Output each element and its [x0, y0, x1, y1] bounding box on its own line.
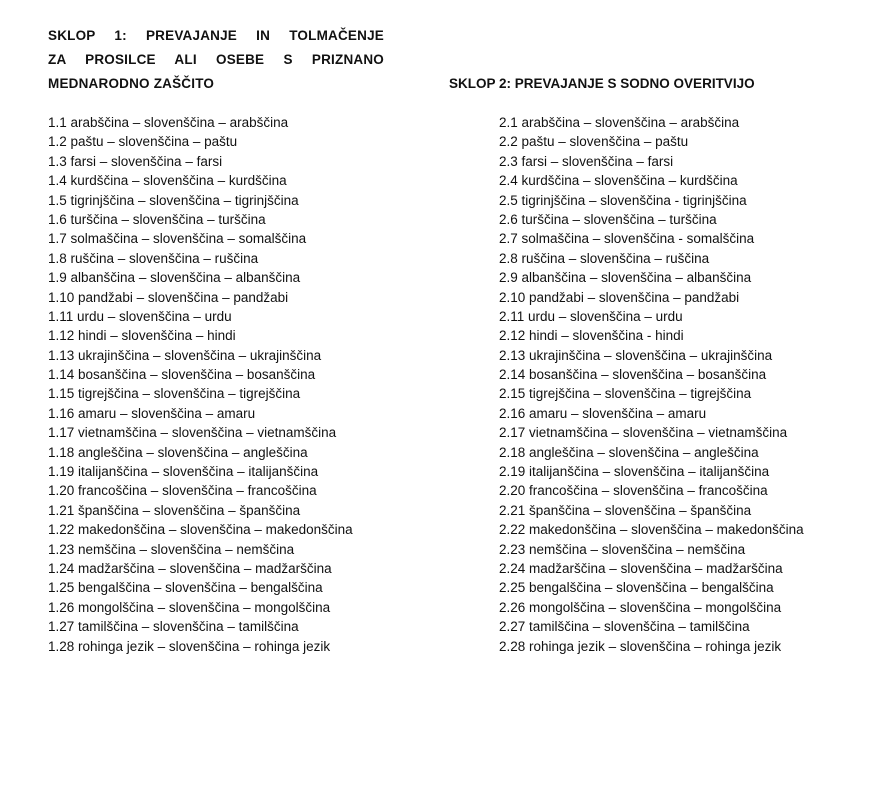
language-pair-item: 2.28 rohinga jezik – slovenščina – rohinga jezik [499, 638, 782, 654]
language-pair-item: 1.28 rohinga jezik – slovenščina – rohinga jezik [48, 638, 331, 654]
language-pair-item: 1.19 italijanščina – slovenščina – italijanščina [48, 464, 319, 480]
language-pair-item: 2.10 pandžabi – slovenščina – pandžabi [499, 289, 740, 305]
language-pair-item: 1.7 solmaščina – slovenščina – somalščina [48, 231, 307, 247]
language-pair-item: 1.16 amaru – slovenščina – amaru [48, 405, 256, 421]
language-pair-item: 1.18 angleščina – slovenščina – angleščina [48, 444, 308, 460]
language-pair-item: 2.8 ruščina – slovenščina – ruščina [499, 250, 710, 266]
language-pair-item: 2.21 španščina – slovenščina – španščina [499, 502, 752, 518]
lot-1-language-list [48, 113, 353, 656]
language-pair-item: 1.6 turščina – slovenščina – turščina [48, 211, 266, 227]
language-pair-item: 2.5 tigrinjščina – slovenščina - tigrinjščina [499, 192, 747, 208]
language-pair-item: 2.26 mongolščina – slovenščina – mongolščina [499, 599, 782, 615]
language-pair-item: 2.16 amaru – slovenščina – amaru [499, 405, 707, 421]
language-pair-item: 1.17 vietnamščina – slovenščina – vietnamščina [48, 425, 337, 441]
language-pair-item: 2.6 turščina – slovenščina – turščina [499, 211, 717, 227]
language-pair-item: 1.5 tigrinjščina – slovenščina – tigrinjščina [48, 192, 299, 208]
language-pair-item: 1.8 ruščina – slovenščina – ruščina [48, 250, 259, 266]
language-pair-item: 1.25 bengalščina – slovenščina – bengalščina [48, 580, 323, 596]
language-pair-item: 2.19 italijanščina – slovenščina – italijanščina [499, 464, 770, 480]
language-pair-item: 2.3 farsi – slovenščina – farsi [499, 153, 674, 169]
language-pair-item: 1.20 francoščina – slovenščina – francoščina [48, 483, 317, 499]
language-pair-item: 2.4 kurdščina – slovenščina – kurdščina [499, 173, 738, 189]
language-pair-item: 2.2 paštu – slovenščina – paštu [499, 134, 689, 150]
language-pair-item: 1.23 nemščina – slovenščina – nemščina [48, 541, 295, 557]
language-pair-item: 1.22 makedonščina – slovenščina – makedonščina [48, 522, 353, 538]
language-pair-item: 2.24 madžarščina – slovenščina – madžarščina [499, 560, 783, 576]
language-pair-item: 1.9 albanščina – slovenščina – albanščina [48, 270, 301, 286]
language-pair-item: 2.25 bengalščina – slovenščina – bengalščina [499, 580, 774, 596]
language-pair-item: 1.11 urdu – slovenščina – urdu [48, 308, 232, 324]
language-pair-item: 2.15 tigrejščina – slovenščina – tigrejščina [499, 386, 752, 402]
language-pair-item: 2.20 francoščina – slovenščina – francoščina [499, 483, 768, 499]
language-pair-item: 1.26 mongolščina – slovenščina – mongolščina [48, 599, 331, 615]
lot-1-heading-line: SKLOP 1: PREVAJANJE IN TOLMAČENJE [48, 28, 384, 43]
language-pair-item: 2.9 albanščina – slovenščina – albanščina [499, 270, 752, 286]
language-pair-item: 1.14 bosanščina – slovenščina – bosanščina [48, 367, 316, 383]
lot-2-language-list [499, 113, 804, 656]
language-pair-item: 2.7 solmaščina – slovenščina - somalščina [499, 231, 755, 247]
language-pair-item: 1.4 kurdščina – slovenščina – kurdščina [48, 173, 287, 189]
lot-1-heading-line: ZA PROSILCE ALI OSEBE S PRIZNANO [48, 52, 384, 67]
language-pair-item: 2.12 hindi – slovenščina - hindi [499, 328, 684, 344]
language-pair-item: 1.10 pandžabi – slovenščina – pandžabi [48, 289, 289, 305]
language-pair-item: 2.11 urdu – slovenščina – urdu [499, 308, 683, 324]
language-pair-item: 1.27 tamilščina – slovenščina – tamilščina [48, 619, 299, 635]
lot-2-heading: SKLOP 2: PREVAJANJE S SODNO OVERITVIJO [449, 76, 755, 91]
language-pair-item: 1.13 ukrajinščina – slovenščina – ukrajinščina [48, 347, 322, 363]
lot-1-heading-line: MEDNARODNO ZAŠČITO [48, 76, 215, 91]
language-pair-item: 2.13 ukrajinščina – slovenščina – ukrajinščina [499, 347, 773, 363]
language-pair-item: 1.15 tigrejščina – slovenščina – tigrejščina [48, 386, 301, 402]
language-pair-item: 2.1 arabščina – slovenščina – arabščina [499, 115, 740, 130]
language-pair-item: 1.12 hindi – slovenščina – hindi [48, 328, 236, 344]
language-pair-item: 2.23 nemščina – slovenščina – nemščina [499, 541, 746, 557]
language-pair-item: 2.14 bosanščina – slovenščina – bosanščina [499, 367, 767, 383]
lot-1-heading [48, 24, 384, 96]
language-pair-item: 2.17 vietnamščina – slovenščina – vietnamščina [499, 425, 788, 441]
language-pair-item: 1.3 farsi – slovenščina – farsi [48, 153, 223, 169]
language-pair-item: 1.2 paštu – slovenščina – paštu [48, 134, 238, 150]
language-pair-item: 1.21 španščina – slovenščina – španščina [48, 502, 301, 518]
language-pair-item: 2.18 angleščina – slovenščina – angleščina [499, 444, 759, 460]
language-pair-item: 1.1 arabščina – slovenščina – arabščina [48, 115, 289, 130]
language-pair-item: 2.22 makedonščina – slovenščina – makedonščina [499, 522, 804, 538]
language-pair-item: 2.27 tamilščina – slovenščina – tamilščina [499, 619, 750, 635]
language-pair-item: 1.24 madžarščina – slovenščina – madžarščina [48, 560, 332, 576]
